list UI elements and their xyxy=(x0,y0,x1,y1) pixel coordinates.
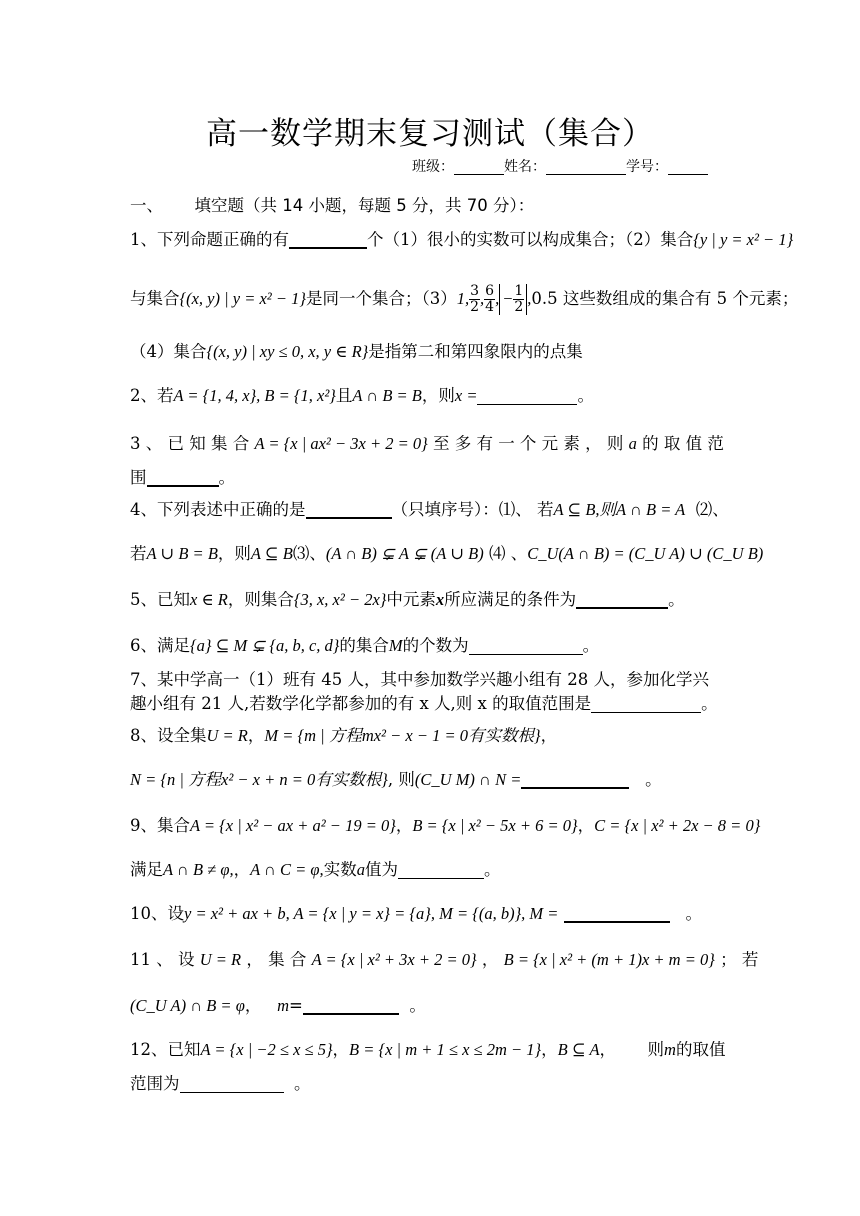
q12-text: 的取值 xyxy=(675,1040,726,1059)
q5-var: x xyxy=(435,590,445,609)
q6-text: 6、满足 xyxy=(130,636,190,655)
q2-math: x = xyxy=(454,386,478,405)
q4-math: C_U(A ∩ B) = (C_U A) ∪ (C_U B) xyxy=(527,544,764,563)
question-6 xyxy=(130,634,770,658)
q12-text: 12、已知 xyxy=(130,1040,201,1059)
q9-text: 满足 xyxy=(130,860,163,879)
fraction-6-4: $\frac{6}{4}$ xyxy=(485,283,495,315)
q12-text: 。 xyxy=(294,1074,311,1093)
q9-blank[interactable] xyxy=(398,860,484,879)
id-label: 学号： xyxy=(626,159,668,175)
q4-math: A ⊆ B xyxy=(250,544,293,563)
q8-math: N = {n | 方程x² − x + n = 0有实数根} xyxy=(130,770,388,789)
q9-text: 实数 xyxy=(323,860,357,879)
q1-math: {(x, y) | xy ≤ 0, x, y ∈ R} xyxy=(206,342,369,361)
question-12-line-2 xyxy=(130,1072,770,1096)
q11-math: B = {x | x² + (m + 1)x + m = 0} xyxy=(503,950,715,969)
question-5 xyxy=(130,588,770,612)
q8-text: , 则 xyxy=(387,770,415,789)
q8-text: ， xyxy=(247,726,265,745)
question-11-line-2 xyxy=(130,994,770,1018)
q9-math: B = {x | x² − 5x + 6 = 0} xyxy=(412,816,578,835)
question-10 xyxy=(130,902,770,926)
q11-text: ， 集 合 xyxy=(246,950,307,969)
q3-text: 围 xyxy=(130,468,147,487)
q9-math: A ∩ B ≠ φ, xyxy=(163,860,234,879)
q2-text: 2、若 xyxy=(130,386,174,405)
q4-text: （只填序号）：⑴、 若 xyxy=(391,500,554,519)
question-2 xyxy=(130,384,770,408)
q12-math: B ⊆ A xyxy=(557,1040,600,1059)
q9-text: ， xyxy=(233,860,251,879)
question-8-line-1 xyxy=(130,724,770,748)
q9-math: A ∩ C = φ, xyxy=(250,860,324,879)
q2-math: A ∩ B = B xyxy=(352,386,422,405)
abs-neg-half: − $\frac{1}{2}$ xyxy=(499,284,527,315)
question-4-line-1 xyxy=(130,498,770,522)
q10-blank[interactable] xyxy=(564,903,670,923)
q12-text: 则 xyxy=(647,1040,665,1059)
page-title: 高一数学期末复习测试（集合） xyxy=(206,116,654,152)
q1-text: 个（1）很小的实数可以构成集合；（2）集合 xyxy=(367,230,694,249)
q7-text: 趣小组有 21 人,若数学化学都参加的有 x 人,则 x 的取值范围是 xyxy=(130,694,592,713)
q3-text: 。 xyxy=(218,468,235,487)
q8-blank[interactable] xyxy=(521,769,629,789)
q8-math: (C_U M) ∩ N = xyxy=(414,770,522,789)
student-info-line xyxy=(412,156,708,176)
q3-text: 至 多 有 一 个 元 素 ， 则 xyxy=(432,434,624,453)
q9-math: A = {x | x² − ax + a² − 19 = 0} xyxy=(190,816,396,835)
class-label: 班级： xyxy=(412,159,454,175)
q2-blank[interactable] xyxy=(477,386,577,405)
q7-text: 7、某中学高一（1）班有 45 人，其中参加数学兴趣小组有 28 人，参加化学兴 xyxy=(130,670,709,689)
q4-math: A ∪ B = B xyxy=(146,544,218,563)
q11-text: 。 xyxy=(409,996,426,1015)
question-12-line-1 xyxy=(130,1038,770,1062)
fraction-3-2: $\frac{3}{2}$ xyxy=(470,283,480,315)
q2-text: 。 xyxy=(577,386,594,405)
q11-text: = xyxy=(289,996,303,1015)
question-9-line-2 xyxy=(130,858,770,882)
q1-text: 是指第二和第四象限内的点集 xyxy=(368,342,583,361)
q9-var: a xyxy=(356,860,365,879)
q8-math: U = R xyxy=(206,726,248,745)
q11-blank[interactable] xyxy=(303,995,399,1015)
q11-math: U = R xyxy=(199,950,242,969)
q2-math: A = {1, 4, x}, B = {1, x²} xyxy=(173,386,336,405)
id-blank[interactable] xyxy=(668,156,708,175)
q6-blank[interactable] xyxy=(469,636,583,655)
question-9-line-1 xyxy=(130,814,770,838)
q3-math: A = {x | ax² − 3x + 2 = 0} xyxy=(254,434,428,453)
name-blank[interactable] xyxy=(546,156,626,175)
q4-math: (A ∩ B) ⊊ A ⊊ (A ∪ B) xyxy=(325,544,484,563)
q1-text: （4）集合 xyxy=(130,342,207,361)
q5-text: 所应满足的条件为 xyxy=(444,590,577,609)
q5-text: 中元素 xyxy=(386,590,436,609)
q3-var: a xyxy=(628,434,637,453)
q11-text: ， xyxy=(481,950,499,969)
section-title: 填空题（共 14 小题，每题 5 分，共 70 分）： xyxy=(194,196,535,215)
q5-text: 5、已知 xyxy=(130,590,190,609)
question-8-line-2 xyxy=(130,768,770,792)
q12-blank[interactable] xyxy=(180,1074,284,1093)
question-7-line-2 xyxy=(130,692,770,716)
q4-text: 若 xyxy=(130,544,147,563)
q12-math: A = {x | −2 ≤ x ≤ 5} xyxy=(200,1040,333,1059)
question-1-line-2: 与集合{(x, y) | y = x² − 1}是同一个集合；（3）1, $\frac{3}{2}$ , $\frac{6}{4}$ , − $\frac{1}{2}$ ,0.5 这些数组成的集合有 5 个元素； xyxy=(130,283,799,315)
q9-math: C = {x | x² + 2x − 8 = 0} xyxy=(594,816,761,835)
q12-math: B = {x | m + 1 ≤ x ≤ 2m − 1} xyxy=(349,1040,542,1059)
q5-math: {3, x, x² − 2x} xyxy=(293,590,387,609)
q6-text: 的个数为 xyxy=(402,636,469,655)
q4-text: ⑷ 、 xyxy=(488,544,528,563)
question-7-line-1 xyxy=(130,668,770,692)
q7-blank[interactable] xyxy=(591,694,701,713)
q9-text: 。 xyxy=(483,860,501,879)
q5-text: 。 xyxy=(668,590,685,609)
q9-text: 9、集合 xyxy=(130,816,190,835)
q1-blank[interactable] xyxy=(289,229,367,249)
q11-text: ； 若 xyxy=(720,950,759,969)
q12-var: m xyxy=(664,1040,676,1059)
q4-math: A ⊆ B,则A ∩ B = A xyxy=(553,500,686,519)
q2-text: ，则 xyxy=(421,386,455,405)
q12-text: 范围为 xyxy=(130,1074,180,1093)
q6-text: 的集合 xyxy=(339,636,389,655)
section-heading xyxy=(130,194,770,218)
q8-text: ， xyxy=(540,726,558,745)
question-3-line-2 xyxy=(130,466,770,490)
q11-text: ， xyxy=(244,996,262,1015)
q8-text: 8、设全集 xyxy=(130,726,207,745)
q1-text: 1、下列命题正确的有 xyxy=(130,230,289,249)
question-11-line-1 xyxy=(130,948,770,972)
q5-text: ，则集合 xyxy=(227,590,294,609)
question-3-line-1 xyxy=(130,432,770,456)
q8-math: M = {m | 方程mx² − x − 1 = 0有实数根} xyxy=(264,726,541,745)
q5-blank[interactable] xyxy=(576,589,668,609)
q1-text: 0.5 这些数组成的集合有 5 个元素； xyxy=(531,289,799,308)
q1-math: {(x, y) | y = x² − 1} xyxy=(179,289,306,308)
q1-math: {y | y = x² − 1} xyxy=(693,230,794,249)
q3-blank[interactable] xyxy=(147,467,219,487)
q6-math: {a} ⊆ M ⊊ {a, b, c, d} xyxy=(190,636,340,655)
q9-text: ， xyxy=(395,816,413,835)
q1-text: 与集合 xyxy=(130,289,180,308)
q4-blank[interactable] xyxy=(306,499,392,519)
name-label: 姓名： xyxy=(504,159,546,175)
q7-text: 。 xyxy=(701,694,718,713)
q4-text: 4、下列表述中正确的是 xyxy=(130,500,306,519)
q2-text: 且 xyxy=(335,386,353,405)
q9-text: 值为 xyxy=(364,860,398,879)
q9-text: ， xyxy=(577,816,595,835)
class-blank[interactable] xyxy=(454,156,504,175)
q5-math: x ∈ R xyxy=(190,590,228,609)
q11-math: (C_U A) ∩ B = φ xyxy=(130,996,245,1015)
q6-var: M xyxy=(388,636,403,655)
q11-math: A = {x | x² + 3x + 2 = 0} xyxy=(311,950,477,969)
q12-text: ， xyxy=(332,1040,350,1059)
q4-text: ⑵、 xyxy=(695,500,729,519)
q8-text: 。 xyxy=(645,770,662,789)
section-number: 一、 xyxy=(130,196,163,215)
question-1-line-1 xyxy=(130,228,794,252)
q11-var: m xyxy=(277,996,289,1015)
question-1-line-3 xyxy=(130,340,770,364)
q11-text: 11 、 设 xyxy=(130,950,195,969)
q3-text: 的 取 值 范 xyxy=(642,434,724,453)
q1-text: 是同一个集合；（3） xyxy=(305,289,457,308)
q12-text: ， xyxy=(599,1040,617,1059)
q6-text: 。 xyxy=(582,636,600,655)
q10-math: y = x² + ax + b, A = {x | y = x} = {a}, M = {(a, b)}, M = xyxy=(184,904,559,923)
q10-text: 。 xyxy=(685,904,702,923)
q10-text: 10、设 xyxy=(130,904,184,923)
question-4-line-2 xyxy=(130,542,770,566)
q3-text: 3 、 已 知 集 合 xyxy=(130,434,250,453)
q4-text: ，则 xyxy=(217,544,251,563)
q4-text: ⑶、 xyxy=(292,544,326,563)
q12-text: ， xyxy=(541,1040,558,1059)
